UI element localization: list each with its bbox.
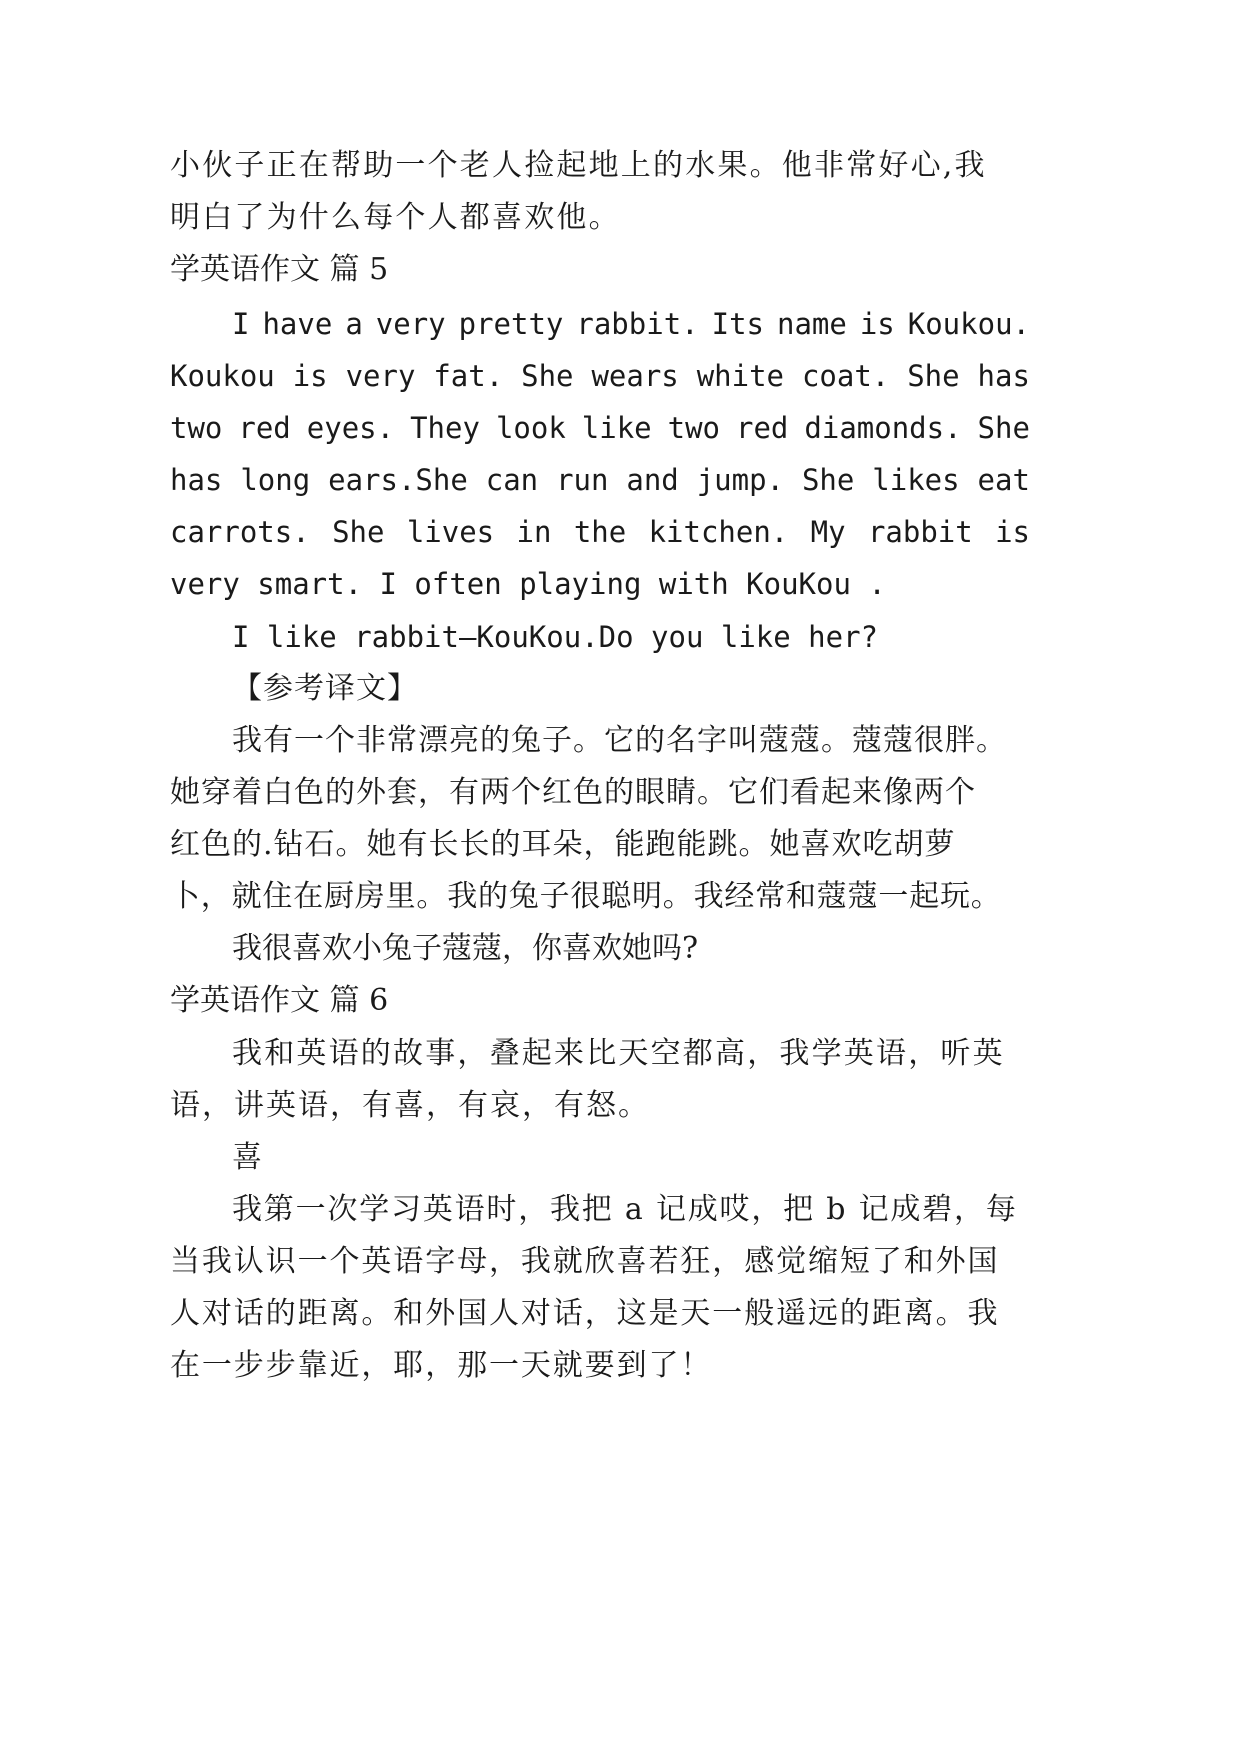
translation-line-4: 卜，就住在厨房里。我的兔子很聪明。我经常和蔻蔻一起玩。 [170,879,1002,914]
essay-6-line-6: 在一步步靠近，耶，那一天就要到了！ [170,1348,713,1383]
word: kitchen. [648,515,789,549]
word: fat. [433,359,504,393]
word: red [238,411,291,445]
word: lives [406,515,495,549]
word: is [859,307,895,341]
word: carrots. [170,515,310,549]
word: coat. [801,359,890,393]
word: She [977,411,1030,445]
word: name [777,307,847,341]
intro-line-1: 小伙子正在帮助一个老人捡起地上的水果。他非常好心,我 [170,148,987,183]
word: rabbit [867,515,973,549]
translation-line-5: 我很喜欢小兔子蔻蔻，你喜欢她吗? [232,931,699,966]
word: long [240,463,311,497]
english-line-2 [170,358,1030,398]
word: is [292,359,328,393]
english-line-3 [170,410,1030,450]
translation-line-2: 她穿着白色的外套，有两个红色的眼睛。它们看起来像两个 [170,775,976,810]
word: diamonds. [804,411,962,445]
word: look [495,411,566,445]
heading-essay-5: 学英语作文 篇 5 [170,252,389,287]
word: can [485,463,539,497]
intro-line-2: 明白了为什么每个人都喜欢他。 [170,200,621,235]
word: has [977,359,1030,393]
word: two [170,411,223,445]
word: has [170,463,223,497]
word: I [232,307,250,341]
word: They [410,411,480,445]
essay-6-sub-heading: 喜 [232,1140,262,1175]
word: very [375,307,446,341]
word: in [516,515,552,549]
word: eat [977,463,1030,497]
translation-line-3: 红色的.钻石。她有长长的耳朵，能跑能跳。她喜欢吃胡萝 [170,827,956,862]
word: like [581,411,652,445]
essay-6-line-4: 当我认识一个英语字母，我就欣喜若狂，感觉缩短了和外国 [170,1244,1000,1279]
word: very [345,359,416,393]
english-line-4 [170,462,1030,502]
translation-label: 【参考译文】 [232,671,418,706]
word: wears [591,359,679,393]
word: two [667,411,721,445]
word: Its [711,307,764,341]
word: a [345,307,363,341]
word: Koukou. [907,307,1030,341]
english-line-1 [232,306,1030,346]
word: rabbit. [576,307,699,341]
word: She [801,463,855,497]
word: pretty [458,307,564,341]
word: She [332,515,385,549]
word: She [907,359,960,393]
word: My [810,515,846,549]
english-line-5 [170,514,1030,554]
translation-line-1: 我有一个非常漂亮的兔子。它的名字叫蔻蔻。蔻蔻很胖。 [232,723,1007,758]
english-line-7: I like rabbit—KouKou.Do you like her? [232,620,879,654]
word: eyes. [306,411,395,445]
word: She [521,359,574,393]
essay-6-line-1: 我和英语的故事，叠起来比天空都高，我学英语，听英 [232,1036,1005,1071]
word: and [626,463,679,497]
essay-6-line-2: 语，讲英语，有喜，有哀，有怒。 [170,1088,650,1123]
word: red [736,411,789,445]
essay-6-line-3: 我第一次学习英语时，我把 a 记成哎，把 b 记成碧，每 [232,1192,1018,1227]
word: jump. [696,463,785,497]
heading-essay-6: 学英语作文 篇 6 [170,983,389,1018]
word: white [696,359,785,393]
essay-6-line-5: 人对话的距离。和外国人对话，这是天一般遥远的距离。我 [170,1296,1000,1331]
word: ears.She [328,463,468,497]
word: Koukou [170,359,275,393]
word: is [995,515,1030,549]
word: likes [872,463,960,497]
word: have [262,307,333,341]
word: the [573,515,627,549]
word: run [556,463,609,497]
english-line-6: very smart. I often playing with KouKou . [170,567,886,601]
